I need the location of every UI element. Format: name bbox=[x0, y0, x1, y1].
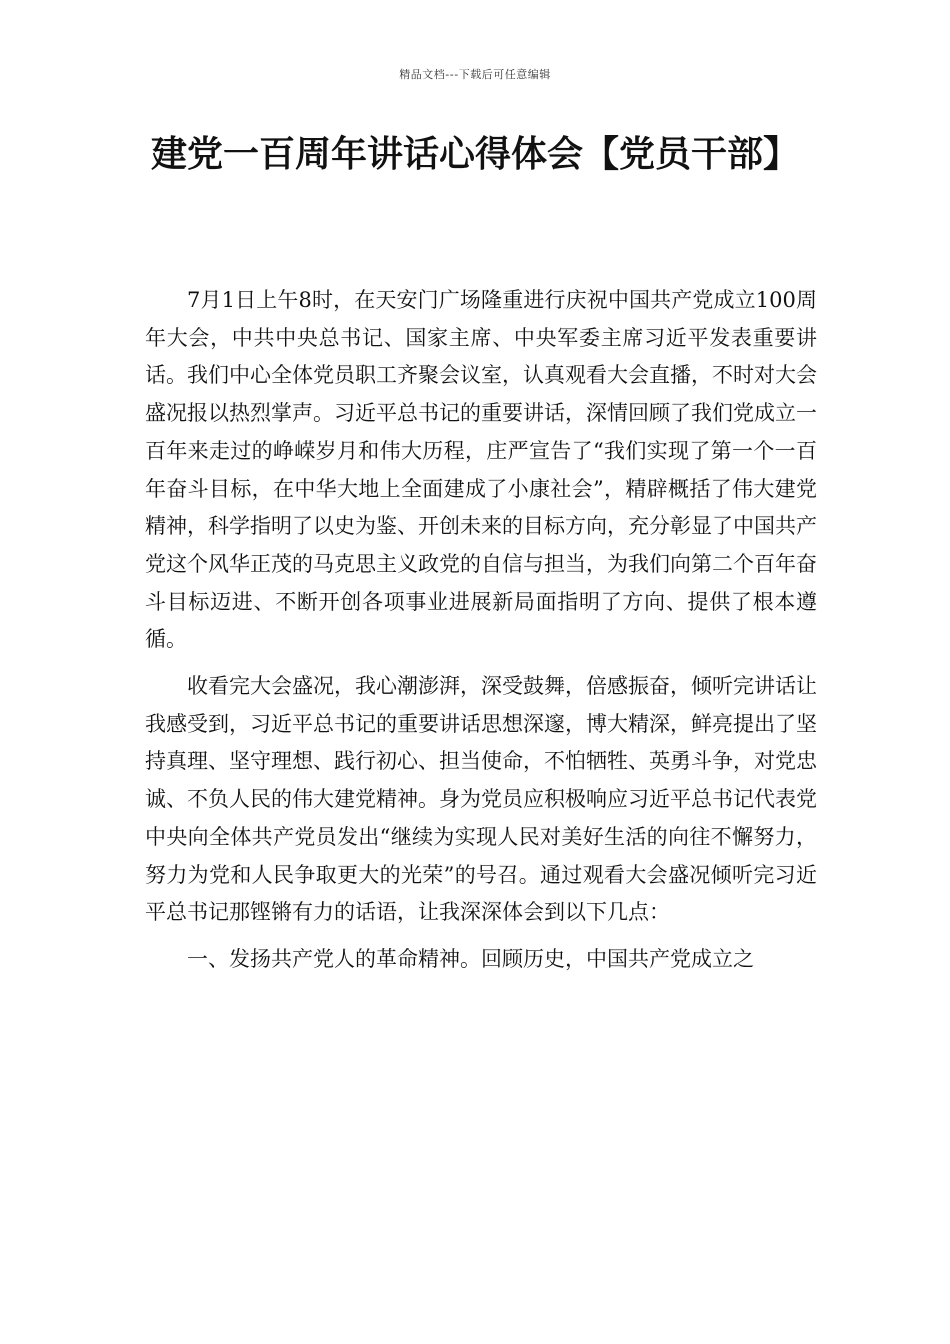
document-body bbox=[145, 282, 817, 988]
header-note: 精品文档---下载后可任意编辑 bbox=[399, 68, 551, 81]
paragraph: 收看完大会盛况，我心潮澎湃，深受鼓舞，倍感振奋，倾听完讲话让我感受到，习近平总书记的重要讲话思想深邃，博大精深，鲜亮提出了坚持真理、坚守理想、践行初心、担当使命，不怕牺牲、英勇斗争，对党忠诚、不负人民的伟大建党精神。身为党员应积极响应习近平总书记代表党中央向全体共产党员发出“继续为实现人民对美好生活的向往不懈努力，努力为党和人民争取更大的光荣”的号召。通过观看大会盛况倾听完习近平总书记那铿锵有力的话语，让我深深体会到以下几点： bbox=[145, 674, 817, 925]
paragraph: 7月1日上午8时，在天安门广场隆重进行庆祝中国共产党成立100周年大会，中共中央总书记、国家主席、中央军委主席习近平发表重要讲话。我们中心全体党员职工齐聚会议室，认真观看大会直播，不时对大会盛况报以热烈掌声。习近平总书记的重要讲话，深情回顾了我们党成立一百年来走过的峥嵘岁月和伟大历程，庄严宣告了“我们实现了第一个一百年奋斗目标，在中华大地上全面建成了小康社会”，精辟概括了伟大建党精神，科学指明了以史为鉴、开创未来的目标方向，充分彰显了中国共产党这个风华正茂的马克思主义政党的自信与担当，为我们向第二个百年奋斗目标迈进、不断开创各项事业进展新局面指明了方向、提供了根本遵循。 bbox=[145, 288, 817, 652]
paragraph: 一、发扬共产党人的革命精神。回顾历史，中国共产党成立之 bbox=[187, 946, 754, 971]
document-title: 建党一百周年讲话心得体会【党员干部】 bbox=[150, 134, 799, 175]
